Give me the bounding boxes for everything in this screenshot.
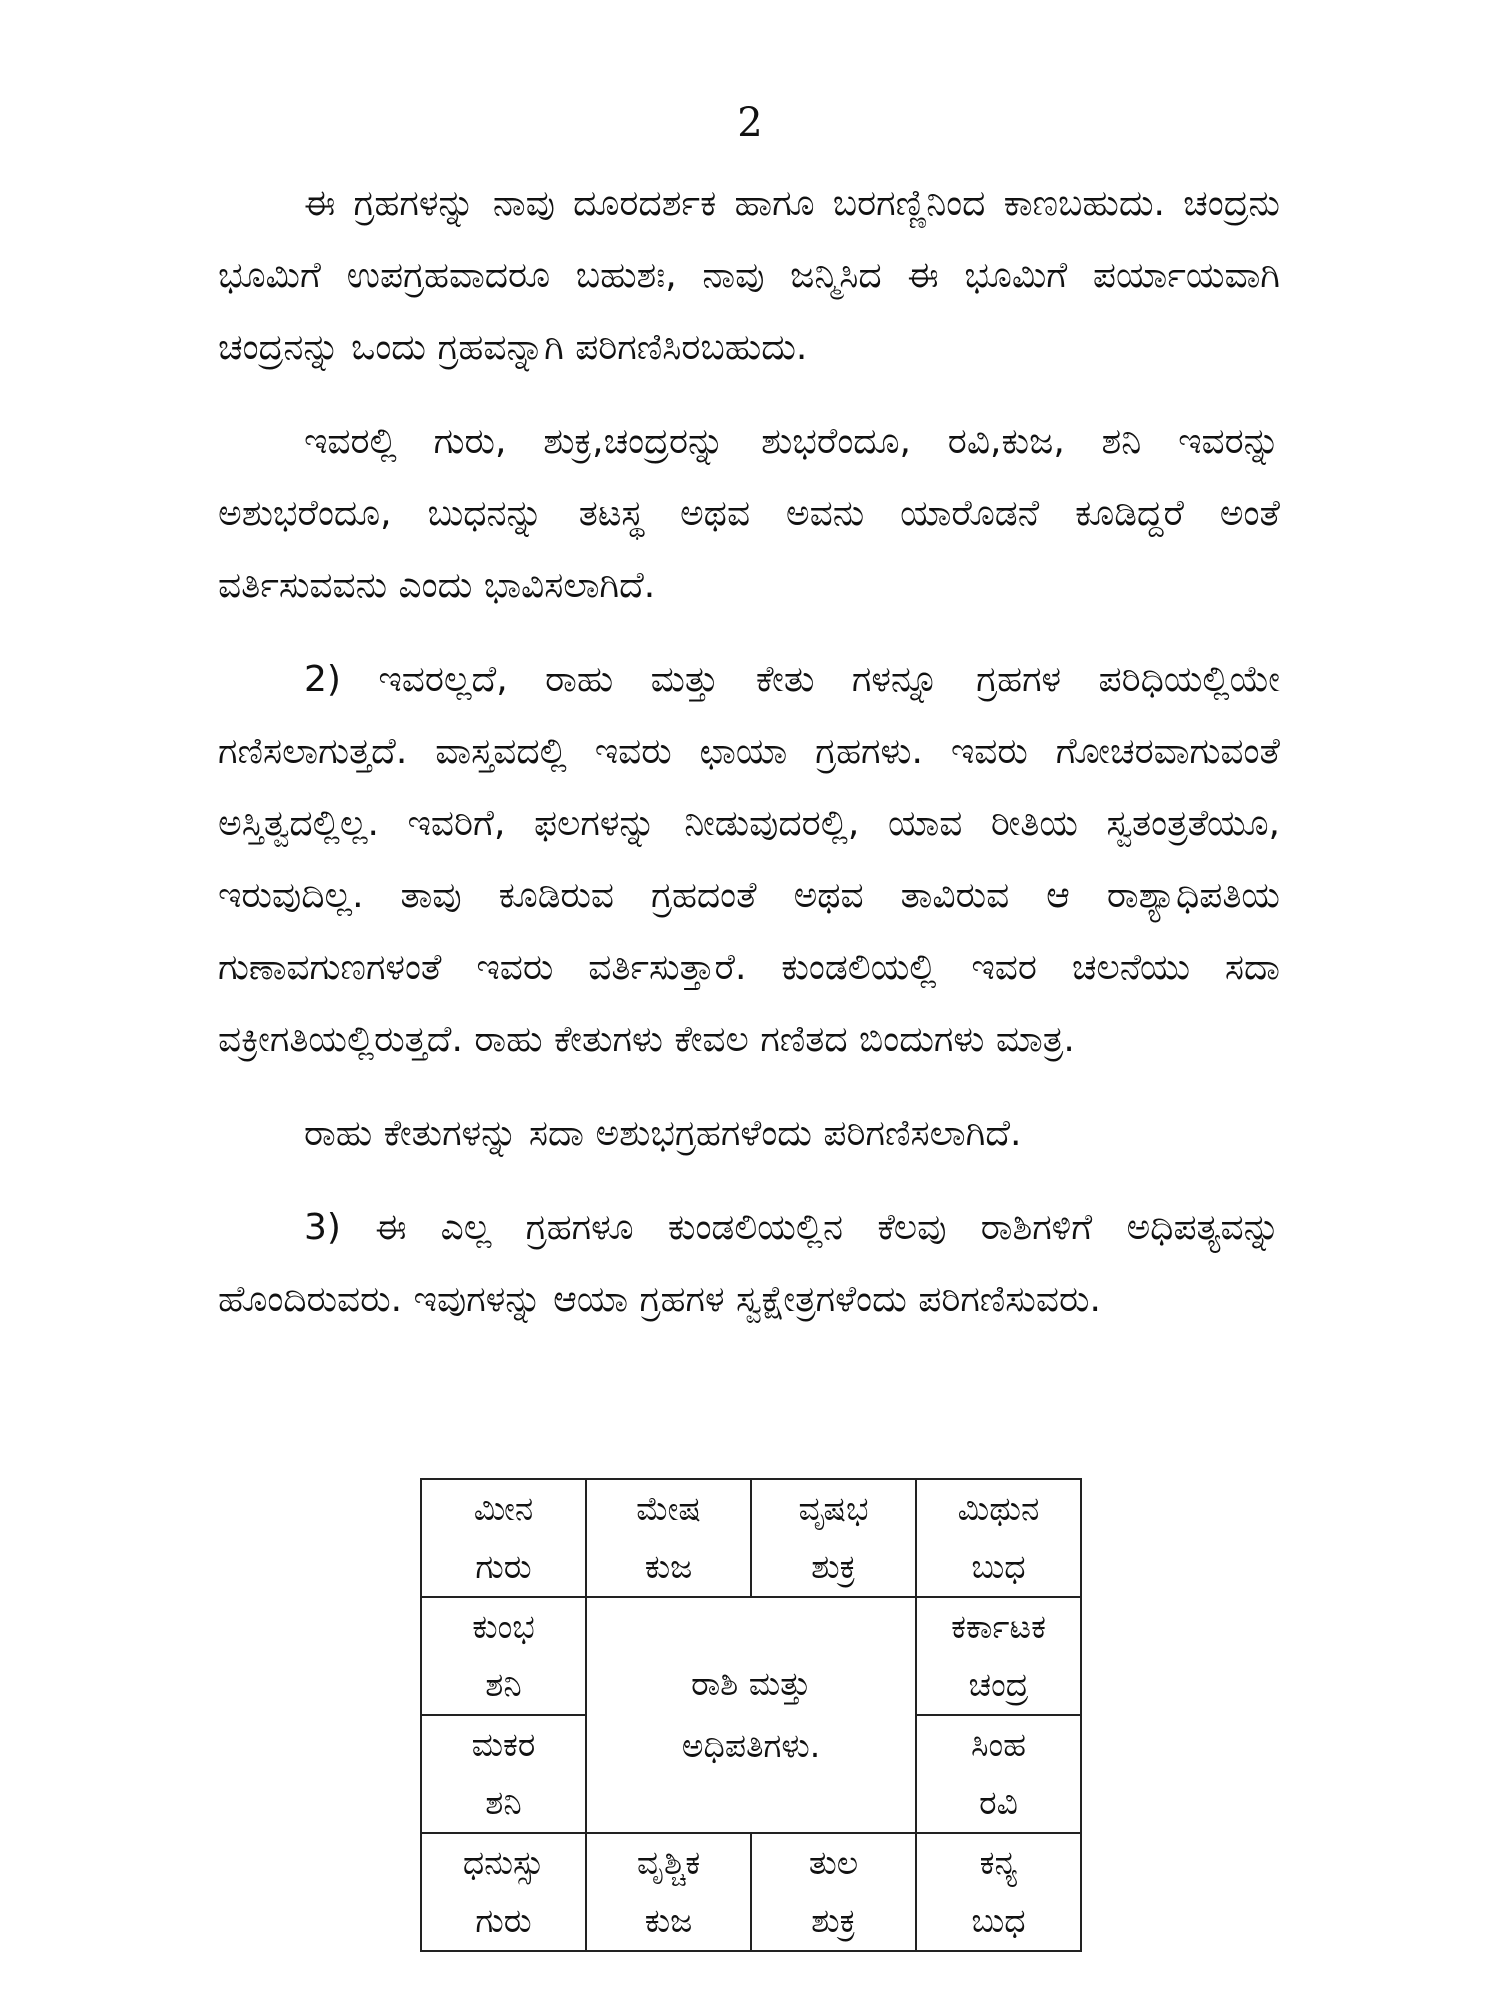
lord-name: ಚಂದ್ರ bbox=[968, 1665, 1029, 1704]
lord-name: ಗುರು bbox=[475, 1547, 532, 1586]
cell-simha bbox=[916, 1715, 1081, 1833]
center-title-line-2: ಅಧಿಪತಿಗಳು. bbox=[681, 1726, 821, 1765]
sign-name: ಧನುಸ್ಸು bbox=[462, 1843, 545, 1882]
cell-karkataka bbox=[916, 1597, 1081, 1715]
sign-name: ಸಿಂಹ bbox=[970, 1725, 1026, 1764]
paragraph-rahu-ketu: 2) ಇವರಲ್ಲದೆ, ರಾಹು ಮತ್ತು ಕೇತು ಗಳನ್ನೂ ಗ್ರಹಗಳ ಪರಿಧಿಯಲ್ಲಿಯೇ ಗಣಿಸಲಾಗುತ್ತದೆ. ವಾಸ್ತವದಲ್ಲಿ ಇವರು ಛಾಯಾ ಗ್ರಹಗಳು. ಇವರು ಗೋಚರವಾಗುವಂತೆ ಅಸ್ತಿತ್ವದಲ್ಲಿಲ್ಲ. ಇವರಿಗೆ, ಫಲಗಳನ್ನು ನೀಡುವುದರಲ್ಲಿ, ಯಾವ ರೀತಿಯ ಸ್ವತಂತ್ರತೆಯೂ, ಇರುವುದಿಲ್ಲ. ತಾವು ಕೂಡಿರುವ ಗ್ರಹದಂತೆ ಅಥವ ತಾವಿರುವ ಆ ರಾಶ್ಯಾಧಿಪತಿಯ ಗುಣಾವಗುಣಗಳಂತೆ ಇವರು ವರ್ತಿಸುತ್ತಾರೆ. ಕುಂಡಲಿಯಲ್ಲಿ ಇವರ ಚಲನೆಯು ಸದಾ ವಕ್ರೀಗತಿಯಲ್ಲಿರುತ್ತದೆ. ರಾಹು ಕೇತುಗಳು ಕೇವಲ ಗಣಿತದ ಬಿಂದುಗಳು ಮಾತ್ರ. bbox=[218, 659, 1280, 1060]
sign-name: ಕುಂಭ bbox=[472, 1607, 535, 1646]
cell-mesha bbox=[586, 1479, 751, 1597]
cell-vrishabha bbox=[751, 1479, 916, 1597]
lord-name: ಶುಕ್ರ bbox=[811, 1547, 856, 1586]
cell-dhanussu bbox=[421, 1833, 586, 1951]
lord-name: ರವಿ bbox=[979, 1783, 1018, 1822]
sign-name: ಕನ್ಯ bbox=[979, 1843, 1018, 1882]
cell-vrishchika bbox=[586, 1833, 751, 1951]
lord-name: ಬುಧ bbox=[971, 1901, 1026, 1940]
paragraph-planets-visibility: ಈ ಗ್ರಹಗಳನ್ನು ನಾವು ದೂರದರ್ಶಕ ಹಾಗೂ ಬರಗಣ್ಣಿನಿಂದ ಕಾಣಬಹುದು. ಚಂದ್ರನು ಭೂಮಿಗೆ ಉಪಗ್ರಹವಾದರೂ ಬಹುಶಃ, ನಾವು ಜನ್ಮಿಸಿದ ಈ ಭೂಮಿಗೆ ಪರ್ಯಾಯವಾಗಿ ಚಂದ್ರನನ್ನು ಒಂದು ಗ್ರಹವನ್ನಾಗಿ ಪರಿಗಣಿಸಿರಬಹುದು. bbox=[218, 183, 1280, 368]
chart-row bbox=[421, 1479, 1081, 1597]
chart-row bbox=[421, 1833, 1081, 1951]
sign-name: ಮಕರ bbox=[471, 1725, 536, 1764]
sign-name: ಮೀನ bbox=[473, 1489, 534, 1528]
paragraph-benefic-malefic: ಇವರಲ್ಲಿ ಗುರು, ಶುಕ್ರ,ಚಂದ್ರರನ್ನು ಶುಭರೆಂದೂ, ರವಿ,ಕುಜ, ಶನಿ ಇವರನ್ನು ಅಶುಭರೆಂದೂ, ಬುಧನನ್ನು ತಟಸ್ಥ ಅಥವ ಅವನು ಯಾರೊಡನೆ ಕೂಡಿದ್ದರೆ ಅಂತೆ ವರ್ತಿಸುವವನು ಎಂದು ಭಾವಿಸಲಾಗಿದೆ. bbox=[218, 421, 1280, 606]
sign-name: ವೃಷಭ bbox=[798, 1489, 869, 1528]
sign-name: ತುಲ bbox=[808, 1843, 859, 1882]
chart-center-title bbox=[586, 1597, 916, 1833]
cell-kanya bbox=[916, 1833, 1081, 1951]
center-title-line-1: ರಾಶಿ ಮತ್ತು bbox=[691, 1664, 811, 1703]
cell-makara bbox=[421, 1715, 586, 1833]
lord-name: ಗುರು bbox=[475, 1901, 532, 1940]
lord-name: ಬುಧ bbox=[971, 1547, 1026, 1586]
page-number: 2 bbox=[737, 100, 763, 146]
body-text bbox=[218, 168, 1280, 1358]
sign-name: ವೃಶ್ಚಿಕ bbox=[636, 1843, 701, 1882]
cell-mithuna bbox=[916, 1479, 1081, 1597]
lord-name: ಶನಿ bbox=[485, 1783, 522, 1822]
cell-kumbha bbox=[421, 1597, 586, 1715]
sign-name: ಮಿಥುನ bbox=[957, 1489, 1040, 1528]
lord-name: ಶನಿ bbox=[485, 1665, 522, 1704]
cell-tula bbox=[751, 1833, 916, 1951]
cell-meena bbox=[421, 1479, 586, 1597]
lord-name: ಕುಜ bbox=[644, 1547, 693, 1586]
sign-name: ಮೇಷ bbox=[636, 1489, 701, 1528]
rashi-chart bbox=[420, 1478, 1082, 1952]
lord-name: ಶುಕ್ರ bbox=[811, 1901, 856, 1940]
paragraph-rahu-ketu-malefic: ರಾಹು ಕೇತುಗಳನ್ನು ಸದಾ ಅಶುಭಗ್ರಹಗಳೆಂದು ಪರಿಗಣಿಸಲಾಗಿದೆ. bbox=[304, 1113, 1022, 1154]
lord-name: ಕುಜ bbox=[644, 1901, 693, 1940]
chart-row bbox=[421, 1597, 1081, 1715]
paragraph-sign-lordship: 3) ಈ ಎಲ್ಲ ಗ್ರಹಗಳೂ ಕುಂಡಲಿಯಲ್ಲಿನ ಕೆಲವು ರಾಶಿಗಳಿಗೆ ಅಧಿಪತ್ಯವನ್ನು ಹೊಂದಿರುವರು. ಇವುಗಳನ್ನು ಆಯಾ ಗ್ರಹಗಳ ಸ್ವಕ್ಷೇತ್ರಗಳೆಂದು ಪರಿಗಣಿಸುವರು. bbox=[218, 1207, 1280, 1320]
sign-name: ಕರ್ಕಾಟಕ bbox=[951, 1607, 1046, 1646]
